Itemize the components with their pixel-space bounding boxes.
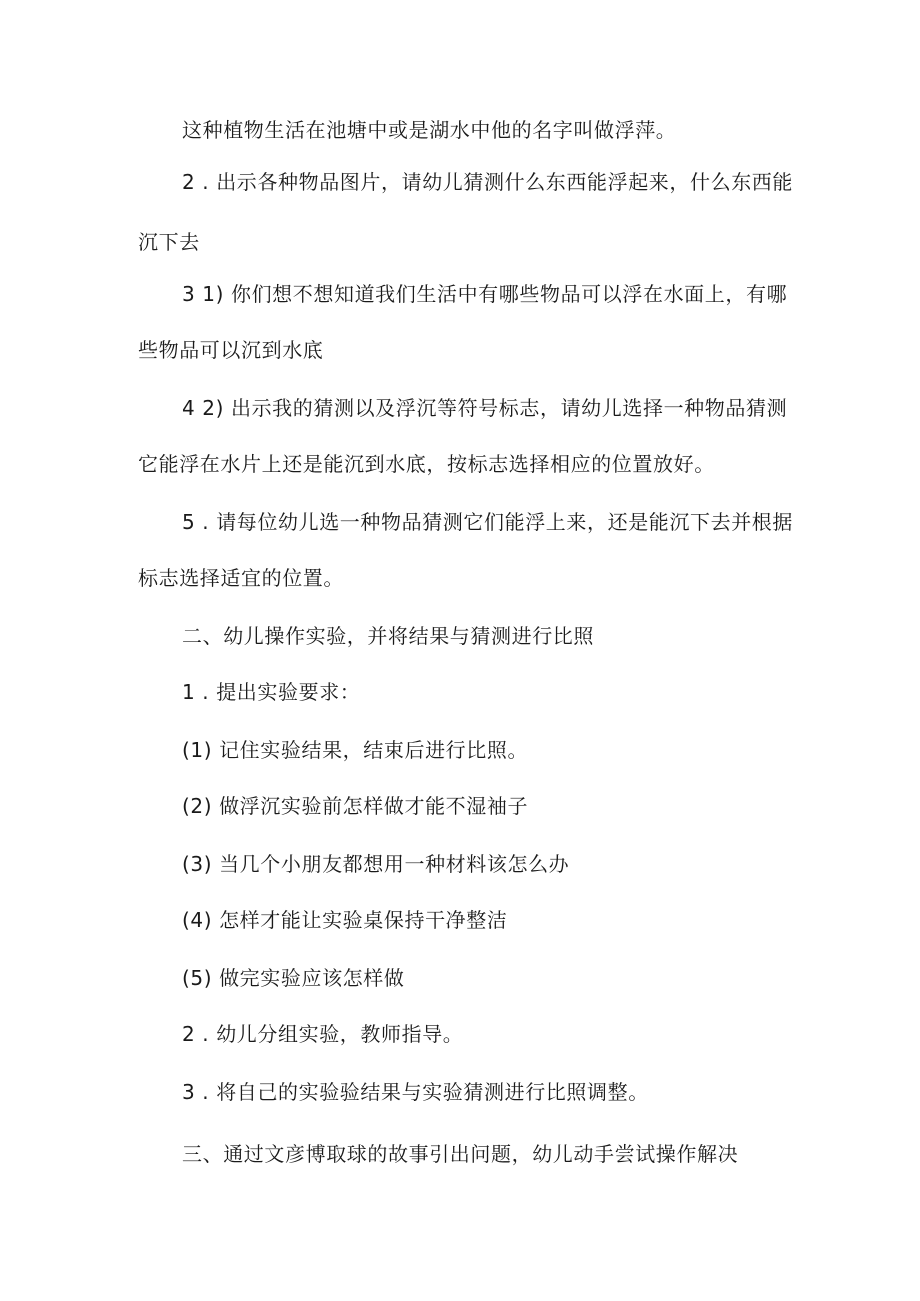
paragraph-line: 它能浮在水片上还是能沉到水底，按标志选择相应的位置放好。 [138,452,715,476]
paragraph-line: 这种植物生活在池塘中或是湖水中他的名字叫做浮萍。 [182,118,677,142]
list-item: (1) 记住实验结果，结束后进行比照。 [182,738,529,762]
paragraph-line: 1 . 提出实验要求： [182,680,361,704]
paragraph-line: 2 . 幼儿分组实验，教师指导。 [182,1022,464,1046]
paragraph-line: 沉下去 [138,230,200,254]
paragraph-line: 3 1) 你们想不想知道我们生活中有哪些物品可以浮在水面上，有哪 [182,282,788,306]
section-heading: 三、通过文彦博取球的故事引出问题，幼儿动手尝试操作解决 [182,1142,739,1166]
list-item: (2) 做浮沉实验前怎样做才能不湿袖子 [182,794,529,818]
list-item: (4) 怎样才能让实验桌保持干净整洁 [182,908,508,932]
paragraph-line: 些物品可以沉到水底 [138,338,324,362]
section-heading: 二、幼儿操作实验，并将结果与猜测进行比照 [182,624,594,648]
paragraph-line: 标志选择适宜的位置。 [138,566,344,590]
list-item: (5) 做完实验应该怎样做 [182,966,405,990]
paragraph-line: 5 . 请每位幼儿选一种物品猜测它们能浮上来，还是能沉下去并根据 [182,510,793,534]
paragraph-line: 4 2) 出示我的猜测以及浮沉等符号标志，请幼儿选择一种物品猜测 [182,396,788,420]
paragraph-line: 2 . 出示各种物品图片，请幼儿猜测什么东西能浮起来，什么东西能 [182,170,793,194]
paragraph-line: 3 . 将自己的实验验结果与实验猜测进行比照调整。 [182,1080,649,1104]
list-item: (3) 当几个小朋友都想用一种材料该怎么办 [182,852,570,876]
